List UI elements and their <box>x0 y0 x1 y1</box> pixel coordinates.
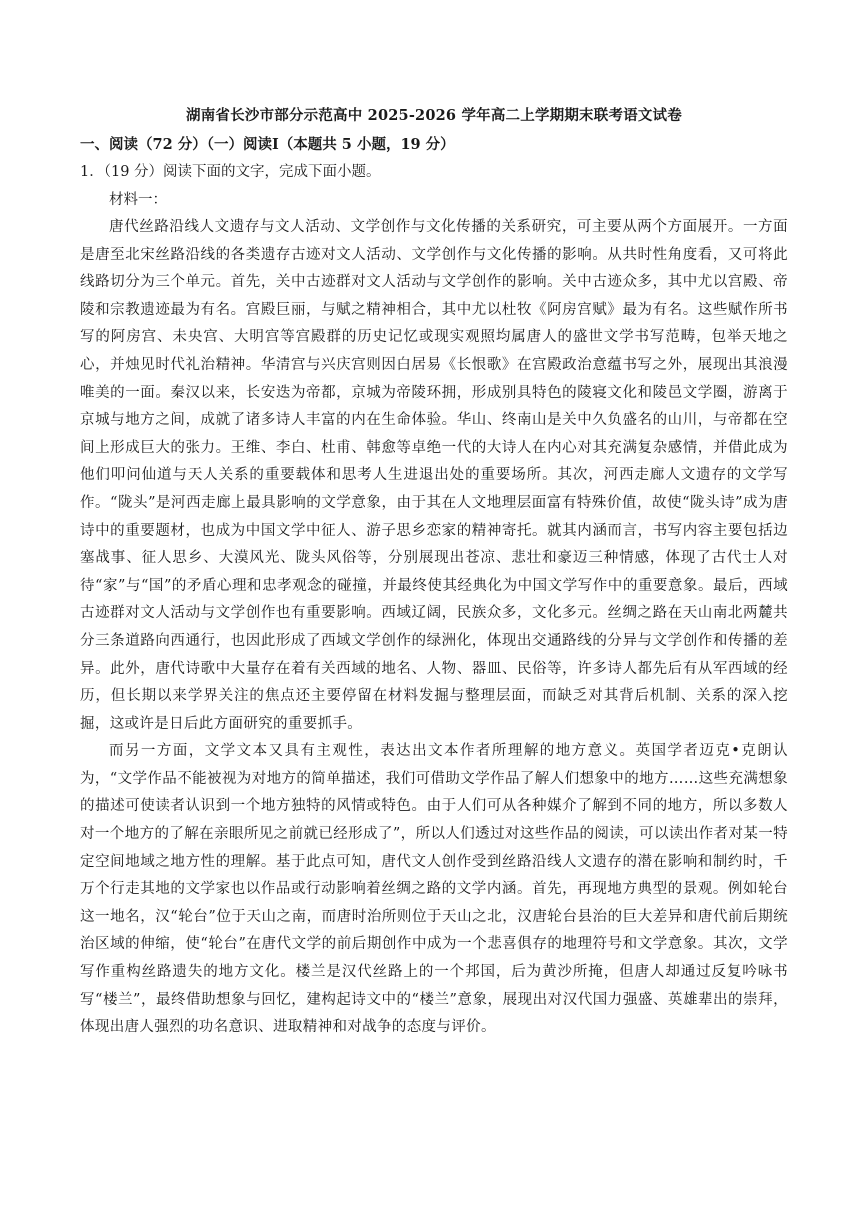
question-intro: 1．（19 分）阅读下面的文字，完成下面小题。 <box>80 164 381 180</box>
material-label: 材料一： <box>109 192 167 208</box>
paragraph-1: 唐代丝路沿线人文遗存与文人活动、文学创作与文化传播的关系研究，可主要从两个方面展开。一方面是唐至北宋丝路沿线的各类遗存古迹对文人活动、文学创作与文化传播的影响。从共时性角度看，又可将此线路切分为三个单元。首先，关中古迹群对文人活动与文学创作的影响。关中古迹众多，其中尤以宫殿、帝陵和宗教遗迹最为有名。宫殿巨丽，与赋之精神相合，其中尤以杜牧《阿房宫赋》最为有名。这些赋作所书写的阿房宫、未央宫、大明宫等宫殿群的历史记忆或现实观照均属唐人的盛世文学书写范畴，包举天地之心，并烛见时代礼治精神。华清宫与兴庆宫则因白居易《长恨歌》在宫殿政治意蕴书写之外，展现出其浪漫唯美的一面。秦汉以来，长安迭为帝都，京城为帝陵环拥，形成别具特色的陵寝文化和陵邑文学圈，游离于京城与地方之间，成就了诸多诗人丰富的内在生命体验。华山、终南山是关中久负盛名的山川，与帝都在空间上形成巨大的张力。王维、李白、杜甫、韩愈等卓绝一代的大诗人在内心对其充满复杂感情，并借此成为他们叩问仙道与天人关系的重要载体和思考人生进退出处的重要场所。其次，河西走廊人文遗存的文学写作。“陇头”是河西走廊上最具影响的文学意象，由于其在人文地理层面富有特殊价值，故使“陇头诗”成为唐诗中的重要题材，也成为中国文学中征人、游子思乡恋家的精神寄托。就其内涵而言，书写内容主要包括边塞战事、征人思乡、大漠风光、陇头风俗等，分别展现出苍凉、悲壮和豪迈三种情感，体现了古代士人对待“家”与“国”的矛盾心理和忠孝观念的碰撞，并最终使其经典化为中国文学写作中的重要意象。最后，西域古迹群对文人活动与文学创作也有重要影响。西域辽阔，民族众多，文化多元。丝绸之路在天山南北两麓共分三条道路向西通行，也因此形成了西域文学创作的绿洲化，体现出交通路线的分异与文学创作和传播的差异。此外，唐代诗歌中大量存在着有关西域的地名、人物、器皿、民俗等，许多诗人都先后有从军西域的经历，但长期以来学界关注的焦点还主要停留在材料发掘与整理层面，而缺乏对其背后机制、关系的深入挖掘，这或许是日后此方面研究的重要抓手。 <box>80 219 788 732</box>
paragraph-2: 而另一方面，文学文本又具有主观性，表达出文本作者所理解的地方意义。英国学者迈克•克朗认为，“文学作品不能被视为对地方的简单描述，我们可借助文学作品了解人们想象中的地方……这些充满想象的描述可使读者认识到一个地方独特的风情或特色。由于人们可从各种媒介了解到不同的地方，所以多数人对一个地方的了解在亲眼所见之前就已经形成了”，所以人们透过对这些作品的阅读，可以读出作者对某一特定空间地域之地方性的理解。基于此点可知，唐代文人创作受到丝路沿线人文遗存的潜在影响和制约时，千万个行走其地的文学家也以作品或行动影响着丝绸之路的文学内涵。首先，再现地方典型的景观。例如轮台这一地名，汉“轮台”位于天山之南，而唐时治所则位于天山之北，汉唐轮台县治的巨大差异和唐代前后期统治区域的伸缩，使“轮台”在唐代文学的前后期创作中成为一个悲喜俱存的地理符号和文学意象。其次，文学写作重构丝路遗失的地方文化。楼兰是汉代丝路上的一个邦国，后为黄沙所掩，但唐人却通过反复吟咏书写“楼兰”，最终借助想象与回忆，建构起诗文中的“楼兰”意象，展现出对汉代国力强盛、英雄辈出的崇拜，体现出唐人强烈的功名意识、进取精神和对战争的态度与评价。 <box>80 743 788 1036</box>
exam-page <box>80 104 788 1042</box>
section-heading: 一、阅读（72 分）（一）阅读Ⅰ（本题共 5 小题，19 分） <box>80 136 455 153</box>
exam-title: 湖南省长沙市部分示范高中 2025-2026 学年高二上学期期末联考语文试卷 <box>186 107 682 124</box>
